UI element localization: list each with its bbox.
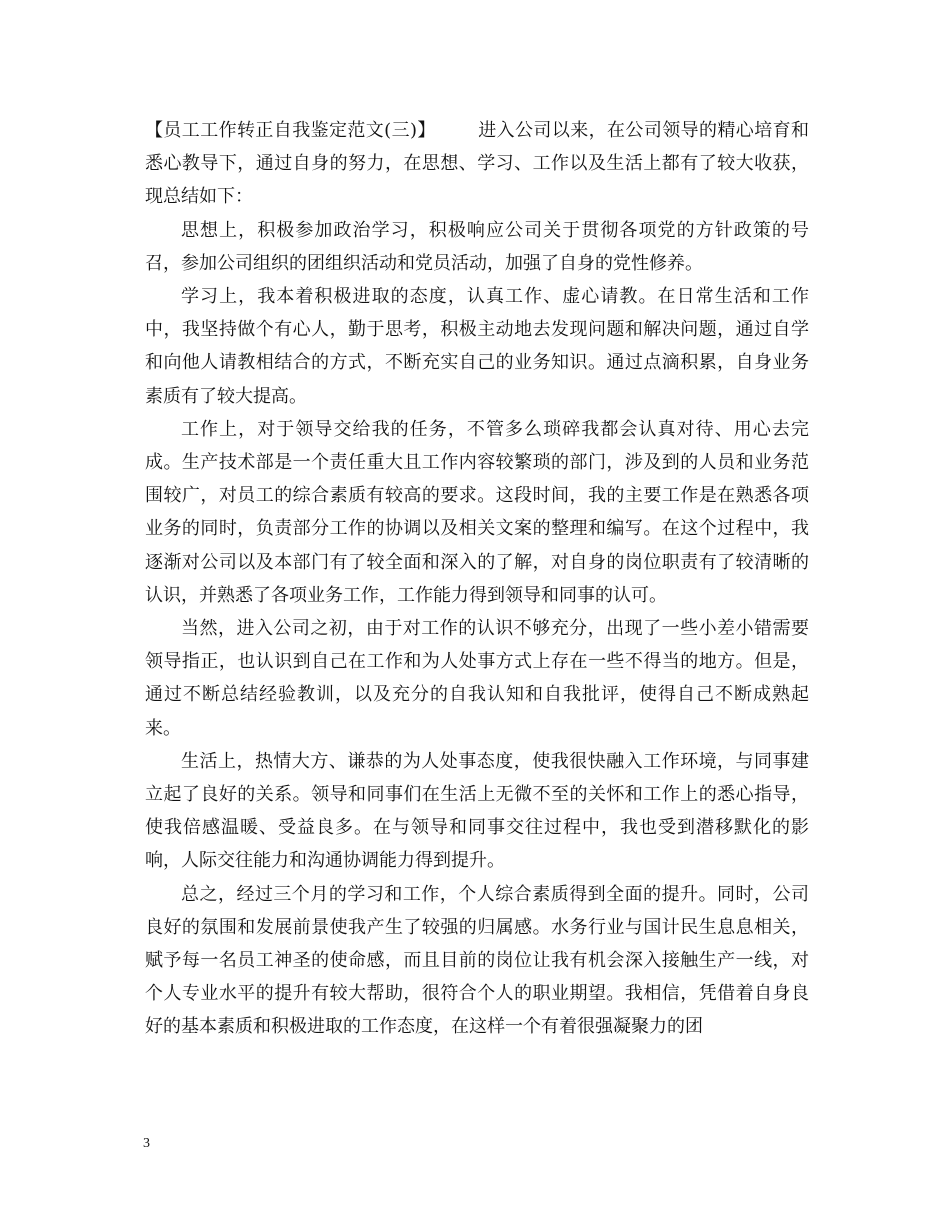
paragraph-study: 学习上，我本着积极进取的态度，认真工作、虚心请教。在日常生活和工作中，我坚持做个有心人，勤于思考，积极主动地去发现问题和解决问题，通过自学和向他人请教相结合的方式，不断充实自己的业务知识。通过点滴积累，自身业务素质有了较大提高。: [145, 286, 809, 407]
opening-text: 进入公司以来，在公司领导的精心培育和悉心教导下，通过自身的努力，在思想、学习、工作以及生活上都有了较大收获，现总结如下：: [145, 120, 810, 208]
paragraph-thought: 思想上，积极参加政治学习，积极响应公司关于贯彻各项党的方针政策的号召，参加公司组织的团组织活动和党员活动，加强了自身的党性修养。: [145, 219, 809, 274]
opening-paragraph: [145, 114, 809, 214]
paragraph-summary: 总之，经过三个月的学习和工作，个人综合素质得到全面的提升。同时，公司良好的氛围和发展前景使我产生了较强的归属感。水务行业与国计民生息息相关，赋予每一名员工神圣的使命感，而且目前的岗位让我有机会深入接触生产一线，对个人专业水平的提升有较大帮助，很符合个人的职业期望。我相信，凭借着自身良好的基本素质和积极进取的工作态度，在这样一个有着很强凝聚力的团: [145, 883, 809, 1038]
paragraph-shortcomings: 当然，进入公司之初，由于对工作的认识不够充分，出现了一些小差小错需要领导指正，也认识到自己在工作和为人处事方式上存在一些不得当的地方。但是，通过不断总结经验教训，以及充分的自我认知和自我批评，使得自己不断成熟起来。: [145, 618, 809, 739]
document-body: [145, 114, 809, 1044]
page-number: 3: [143, 1136, 150, 1151]
paragraph-life: 生活上，热情大方、谦恭的为人处事态度，使我很快融入工作环境，与同事建立起了良好的关系。领导和同事们在生活上无微不至的关怀和工作上的悉心指导，使我倍感温暖、受益良多。在与领导和同事交往过程中，我也受到潜移默化的影响，人际交往能力和沟通协调能力得到提升。: [145, 750, 809, 872]
paragraph-work: 工作上，对于领导交给我的任务，不管多么琐碎我都会认真对待、用心去完成。生产技术部是一个责任重大且工作内容较繁琐的部门，涉及到的人员和业务范围较广，对员工的综合素质有较高的要求。这段时间，我的主要工作是在熟悉各项业务的同时，负责部分工作的协调以及相关文案的整理和编写。在这个过程中，我逐渐对公司以及本部门有了较全面和深入的了解，对自身的岗位职责有了较清晰的认识，并熟悉了各项业务工作，工作能力得到领导和同事的认可。: [145, 418, 809, 606]
document-heading: 【员工工作转正自我鉴定范文(三)】: [145, 120, 436, 141]
